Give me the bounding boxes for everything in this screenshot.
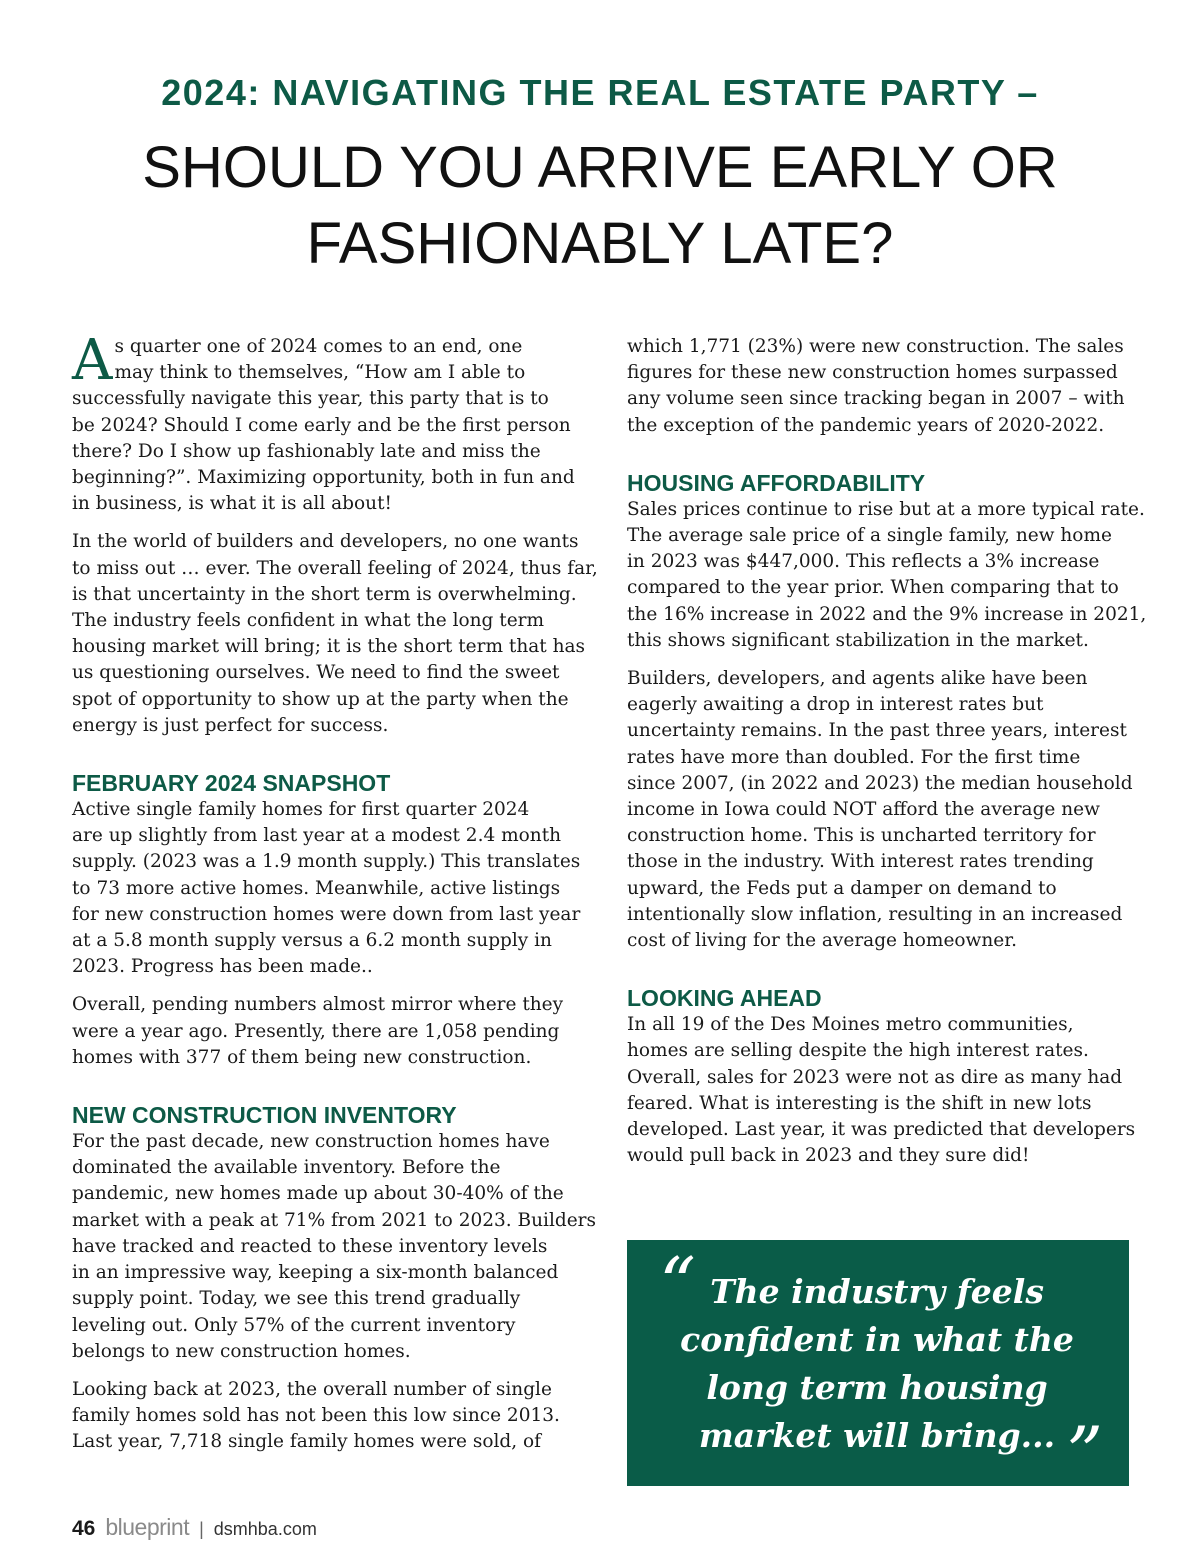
quote-line: confident in what the	[680, 1320, 1074, 1359]
body-paragraph	[72, 1129, 597, 1365]
intro-paragraph	[72, 328, 577, 517]
text-line: Last year, 7,718 single family homes were sold, of	[72, 1431, 541, 1453]
body-paragraph	[627, 334, 1132, 439]
section-heading-inventory: NEW CONSTRUCTION INVENTORY	[72, 1102, 457, 1129]
text-line: 2023. Progress has been made..	[72, 956, 373, 978]
section-heading-snapshot: FEBRUARY 2024 SNAPSHOT	[72, 770, 391, 797]
text-line: feared. What is interesting is the shift in new lots	[627, 1092, 1092, 1114]
page-number: 46	[72, 1517, 96, 1540]
text-line: in business, is what it is all about!	[72, 493, 392, 515]
text-line: s quarter one of 2024 comes to an end, one	[114, 336, 523, 357]
footer-separator: |	[199, 1519, 204, 1539]
text-line: for new construction homes were down from last year	[72, 903, 581, 925]
text-line: be 2024? Should I come early and be the first person	[72, 414, 571, 436]
text-line: In all 19 of the Des Moines metro communities,	[627, 1014, 1074, 1036]
left-column	[72, 328, 598, 1468]
text-line: compared to the year prior. When comparing that to	[627, 577, 1119, 599]
article-kicker: 2024: NAVIGATING THE REAL ESTATE PARTY –	[161, 72, 1039, 113]
open-quote-mark: “	[659, 1242, 696, 1326]
text-line: market with a peak at 71% from 2021 to 2023. Builders	[72, 1209, 597, 1231]
text-line: successfully navigate this year, this party that is to	[72, 388, 549, 410]
text-line: The average sale price of a single family, new home	[627, 525, 1112, 547]
text-line: is that uncertainty in the short term is overwhelming.	[72, 583, 577, 605]
text-line: eagerly awaiting a drop in interest rates but	[627, 694, 1044, 716]
text-line: to 73 more active homes. Meanwhile, active listings	[72, 877, 561, 899]
body-paragraph	[72, 1377, 577, 1456]
pull-quote-text	[667, 1268, 1087, 1460]
section-heading-looking-ahead: LOOKING AHEAD	[627, 985, 822, 1012]
text-line: were a year ago. Presently, there are 1,058 pending	[72, 1020, 560, 1042]
text-line: upward, the Feds put a damper on demand to	[627, 877, 1057, 899]
headline-line: FASHIONABLY LATE?	[306, 211, 894, 276]
text-line: homes are selling despite the high interest rates.	[627, 1040, 1089, 1062]
body-paragraph	[72, 529, 598, 739]
text-line: developed. Last year, it was predicted that developers	[627, 1119, 1136, 1141]
body-paragraph	[72, 992, 577, 1071]
text-line: dominated the available inventory. Before the	[72, 1157, 501, 1179]
brand-logo: blueprint	[105, 1514, 190, 1540]
text-line: may think to themselves, “How am I able to	[114, 362, 526, 384]
right-column	[627, 334, 1147, 1181]
text-line: the exception of the pandemic years of 2020-2022.	[627, 414, 1105, 436]
text-line: Builders, developers, and agents alike have been	[627, 668, 1088, 690]
text-line: to miss out … ever. The overall feeling of 2024, thus far,	[72, 557, 598, 579]
text-line: since 2007, (in 2022 and 2023) the median household	[627, 772, 1133, 794]
article-headline	[100, 130, 1100, 282]
text-line: would pull back in 2023 and they sure did!	[627, 1145, 1030, 1167]
text-line: have tracked and reacted to these inventory levels	[72, 1235, 548, 1257]
text-line: us questioning ourselves. We need to find the sweet	[72, 662, 560, 684]
text-line: construction home. This is uncharted territory for	[627, 825, 1096, 847]
text-line: pandemic, new homes made up about 30-40% of the	[72, 1183, 564, 1205]
text-line: Overall, sales for 2023 were not as dire as many had	[627, 1066, 1123, 1088]
text-line: belongs to new construction homes.	[72, 1340, 411, 1362]
body-paragraph	[627, 497, 1147, 654]
text-line: in 2023 was $447,000. This reflects a 3% increase	[627, 551, 1100, 573]
quote-line: market will bring...	[698, 1416, 1056, 1455]
text-line: energy is just perfect for success.	[72, 714, 389, 736]
text-line: beginning?”. Maximizing opportunity, both in fun and	[72, 467, 575, 489]
text-line: Overall, pending numbers almost mirror where they	[72, 994, 564, 1016]
text-line: intentionally slow inflation, resulting in an increased	[627, 903, 1123, 925]
text-line: supply. (2023 was a 1.9 month supply.) This translates	[72, 851, 581, 873]
text-line: supply point. Today, we see this trend gradually	[72, 1288, 521, 1310]
text-line: at a 5.8 month supply versus a 6.2 month supply in	[72, 930, 552, 952]
text-line: Looking back at 2023, the overall number of single	[72, 1378, 552, 1400]
text-line: For the past decade, new construction homes have	[72, 1131, 550, 1153]
text-line: Sales prices continue to rise but at a more typical rate.	[627, 498, 1145, 520]
page-footer	[72, 1514, 317, 1544]
text-line: In the world of builders and developers, no one wants	[72, 531, 579, 553]
body-paragraph	[627, 666, 1132, 954]
pull-quote	[627, 1240, 1129, 1495]
text-line: uncertainty remains. In the past three years, interest	[627, 720, 1127, 742]
text-line: which 1,771 (23%) were new construction. The sales	[627, 336, 1124, 357]
text-line: The industry feels confident in what the long term	[72, 610, 545, 632]
close-quote-mark: ”	[1066, 1411, 1103, 1495]
headline-line: SHOULD YOU ARRIVE EARLY OR	[142, 135, 1058, 200]
text-line: the 16% increase in 2022 and the 9% increase in 2021,	[627, 603, 1147, 625]
text-line: income in Iowa could NOT afford the average new	[627, 799, 1100, 821]
text-line: spot of opportunity to show up at the party when the	[72, 688, 569, 710]
text-line: this shows significant stabilization in the market.	[627, 629, 1089, 651]
text-line: in an impressive way, keeping a six-month balanced	[72, 1262, 559, 1284]
text-line: leveling out. Only 57% of the current inventory	[72, 1314, 516, 1336]
text-line: rates have more than doubled. For the first time	[627, 746, 1081, 768]
section-heading-affordability: HOUSING AFFORDABILITY	[627, 469, 926, 496]
text-line: any volume seen since tracking began in 2007 – with	[627, 388, 1125, 410]
text-line: cost of living for the average homeowner.	[627, 930, 1017, 952]
drop-cap: A	[72, 328, 113, 393]
text-line: are up slightly from last year at a modest 2.4 month	[72, 825, 562, 847]
text-line: family homes sold has not been this low since 2013.	[72, 1405, 560, 1427]
quote-line: The industry feels	[710, 1272, 1044, 1311]
body-paragraph	[72, 797, 581, 980]
text-line: figures for these new construction homes surpassed	[627, 362, 1118, 384]
website-link[interactable]: dsmhba.com	[213, 1519, 317, 1539]
body-paragraph	[627, 1012, 1136, 1169]
text-line: there? Do I show up fashionably late and miss the	[72, 440, 541, 462]
quote-line: long term housing	[706, 1368, 1048, 1407]
text-line: those in the industry. With interest rates trending	[627, 851, 1094, 873]
text-line: housing market will bring; it is the short term that has	[72, 636, 586, 658]
text-line: Active single family homes for first quarter 2024	[72, 799, 530, 821]
text-line: homes with 377 of them being new construction.	[72, 1046, 532, 1068]
